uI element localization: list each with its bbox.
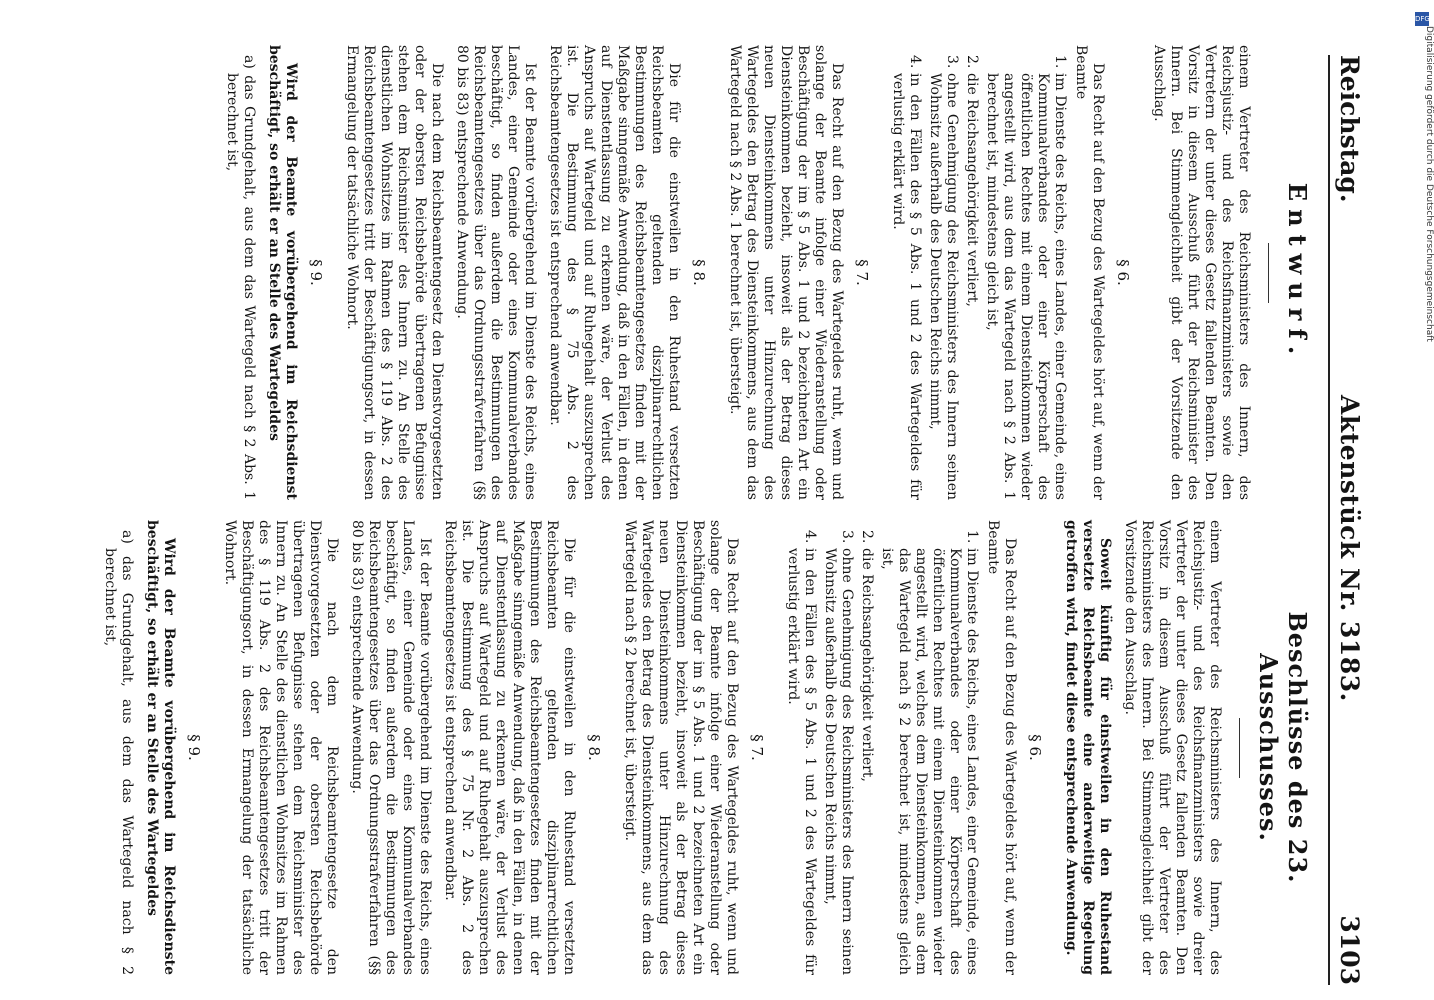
section-7-heading: § 7. bbox=[853, 259, 871, 286]
preamble: einem Vertreter des Reichsministers des Innern, des Reichsjustiz- und des Reichsfinanzministers sowie den Vertretern der unter dieses Gesetz fallenden Beamten. Den Vorsitz in diesem Ausschuß führt der Reichsminister des Innern. Bei Stimmengleichheit gibt der Vorsitzende den Ausschlag. bbox=[1151, 45, 1252, 500]
section-8-paragraph-3: Die nach dem Reichsbeamtengesetze den Dienstvorgesetzten oder der obersten Reichsbehörde übertragenen Befugnisse stehen dem Reichsminister des Innern zu. An Stelle des dienstlichen Wohnsitzes im Rahmen des § 119 Abs. 2 des Reichsbeamtengesetzes tritt der Beschäftigungsort, in dessen Ermangelung der tatsächliche Wohnort. bbox=[222, 520, 340, 975]
section-8-paragraph-1: Die für die einstweilen in den Ruhestand versetzten Reichsbeamten geltenden disziplinarrechtlichen Bestimmungen des Reichsbeamtengesetzes finden mit der Maßgabe sinngemäße Anwendung, daß in den Fällen, in denen auf Dienstentlassung zu erkennen wäre, der Verlust des Anspruchs auf Wartegeld und auf Ruhegehalt auszusprechen ist. Die Bestimmung des § 75 Abs. 2 des Reichsbeamtengesetzes ist entsprechend anwendbar. bbox=[547, 45, 682, 500]
column-title: Entwurf. bbox=[1283, 182, 1312, 363]
preamble: einem Vertreter des Reichsministers des Innern, des Reichsjustiz- und des Reichsfinanzministers sowie dreier Vertreter der unter dieses Gesetz fallenden Beamten. Den Vorsitz in diesem Ausschuß führt der Vertreter des Reichsministers des Innern. Bei Stimmengleichheit gibt der Vorsitzende den Ausschlag. bbox=[1122, 520, 1223, 975]
item-number: 3. bbox=[944, 55, 960, 69]
item-text: ohne Genehmigung des Reichsministers des Innern seinen Wohnsitz außerhalb des Deutschen Reichs nimmt, bbox=[822, 548, 855, 975]
section-6-heading: § 6. bbox=[1026, 734, 1044, 761]
item-number: 2. bbox=[964, 55, 980, 69]
list-item bbox=[926, 55, 960, 500]
item-text: im Dienste des Reichs, eines Landes, einer Gemeinde, eines Kommunalverbandes oder einer Körperschaft des öffentlichen Rechtes mit einem Diensteinkommen wieder angestellt wird, aus dem das Wartegeld nach § 2 Abs. 1 berechnet ist, mindestens gleich ist, bbox=[984, 73, 1068, 500]
section-9-heading: § 9. bbox=[185, 734, 203, 761]
section-6-heading: § 6. bbox=[1114, 259, 1132, 286]
section-8-heading: § 8. bbox=[690, 259, 708, 286]
page-header bbox=[1328, 55, 1370, 985]
section-9-item: a) das Grundgehalt, aus dem das Wartegeld nach § 2 Abs. 1 berechnet ist, bbox=[224, 55, 257, 500]
item-number: 1. bbox=[964, 530, 980, 544]
section-9-text: Wird der Beamte vorübergehend im Reichsdienste beschäftigt, so erhält er an Stelle des Wartegeldes bbox=[144, 520, 177, 975]
section-8-paragraph-3: Die nach dem Reichsbeamtengesetz den Dienstvorgesetzten oder der obersten Reichsbehörde übertragenen Befugnisse stehen dem Reichsminister des Innern zu. An Stelle des dienstlichen Wohnsitzes im Rahmen des § 119 Abs. 2 des Reichsbeamtengesetzes tritt der Beschäftigungsort, in dessen Ermangelung der tatsächliche Wohnort. bbox=[344, 45, 445, 500]
scanned-page bbox=[2, 0, 1382, 1000]
item-text: die Reichsangehörigkeit verliert, bbox=[859, 548, 875, 782]
list-item bbox=[983, 55, 1068, 500]
page-number: 3103 bbox=[1335, 915, 1364, 985]
item-number: 4. bbox=[802, 530, 818, 544]
item-number: 3. bbox=[839, 530, 855, 544]
list-item bbox=[858, 530, 875, 975]
section-7-heading: § 7. bbox=[748, 734, 766, 761]
header-left: Reichstag. bbox=[1335, 55, 1364, 203]
dfg-logo: DFG bbox=[1415, 12, 1429, 26]
section-8-paragraph-1: Die für die einstweilen in den Ruhestand versetzten Reichsbeamten geltenden disziplinarrechtlichen Bestimmungen des Reichsbeamtengesetzes finden mit der Maßgabe sinngemäße Anwendung, daß in den Fällen, in denen auf Dienstentlassung zu erkennen wäre, der Verlust des Anspruchs auf Wartegeld und auf Ruhegehalt auszusprechen ist. Die Bestimmung des § 75 Nr. 2 Abs. 2 des Reichsbeamtengesetzes ist entsprechend anwendbar. bbox=[442, 520, 577, 975]
section-9-heading: § 9. bbox=[307, 259, 325, 286]
section-6-intro: Das Recht auf den Bezug des Wartegeldes hört auf, wenn der Beamte bbox=[985, 520, 1018, 975]
item-text: im Dienste des Reichs, eines Landes, einer Gemeinde, eines Kommunalverbandes oder einer Körperschaft des öffentlichen Rechtes mit einem Diensteinkommen wieder angestellt wird, welches dem Diensteinkommen, aus dem das Wartegeld nach § 2 berechnet ist, mindestens gleich ist, bbox=[879, 548, 980, 975]
digitization-note: Digitalisierung gefördert durch die Deutsche Forschungsgemeinschaft bbox=[1424, 26, 1434, 342]
item-text: die Reichsangehörigkeit verliert, bbox=[964, 73, 980, 307]
list-item bbox=[784, 530, 818, 975]
item-number: 4. bbox=[907, 55, 923, 69]
list-item bbox=[889, 55, 923, 500]
item-text: ohne Genehmigung des Reichsministers des Innern seinen Wohnsitz außerhalb des Deutschen Reichs nimmt, bbox=[927, 73, 960, 500]
section-8-heading: § 8. bbox=[585, 734, 603, 761]
list-item bbox=[878, 530, 980, 975]
list-item bbox=[821, 530, 855, 975]
column-entwurf bbox=[220, 45, 1312, 500]
section-9-text: Wird der Beamte vorübergehend im Reichsdienst beschäftigt, so erhält er an Stelle des Wartegeldes bbox=[266, 45, 299, 500]
item-text: in den Fällen des § 5 Abs. 1 und 2 des Wartegeldes für verlustig erklärt wird. bbox=[890, 73, 923, 500]
title-rule bbox=[1268, 243, 1269, 303]
item-number: 1. bbox=[1052, 55, 1068, 69]
section-7-text: Das Recht auf den Bezug des Wartegeldes ruht, wenn und solange der Beamte infolge einer Wiederanstellung oder Beschäftigung der im § 5 Abs. 1 und 2 bezeichneten Art ein Diensteinkommen bezieht, insoweit als der Betrag dieses neuen Diensteinkommens unter Hinzurechnung des Wartegeldes den Betrag des Diensteinkommens, aus dem das Wartegeld nach § 2 berechnet ist, übersteigt. bbox=[622, 520, 740, 975]
header-title: Aktenstück Nr. 3183. bbox=[1335, 395, 1364, 702]
preamble-amendment: Soweit künftig für einstweilen in den Ruhestand versetzte Reichsbeamte eine anderweitige Regelung getroffen wird, findet diese entsprechende Anwendung. bbox=[1063, 520, 1113, 975]
column-title: Beschlüsse des 23. Ausschusses. bbox=[1254, 611, 1312, 884]
section-9-item: a) das Grundgehalt, aus dem das Wartegeld nach § 2 berechnet ist, bbox=[102, 530, 135, 975]
section-6-intro: Das Recht auf den Bezug des Wartegeldes hört auf, wenn der Beamte bbox=[1073, 45, 1106, 500]
item-text: in den Fällen des § 5 Abs. 1 und 2 des Wartegeldes für verlustig erklärt wird. bbox=[785, 548, 818, 975]
section-8-paragraph-2: Ist der Beamte vorübergehend im Dienste des Reichs, eines Landes, einer Gemeinde oder eines Kommunalverbandes beschäftigt, so finden außerdem die Bestimmungen des Reichsbeamtengesetzes über das Ordnungsstrafverfahren (§§ 80 bis 83) entsprechende Anwendung. bbox=[349, 520, 433, 975]
section-8-paragraph-2: Ist der Beamte vorübergehend im Dienste des Reichs, eines Landes, einer Gemeinde oder eines Kommunalverbandes beschäftigt, so finden außerdem die Bestimmungen des Reichsbeamtengesetzes über das Ordnungsstrafverfahren (§§ 80 bis 83) entsprechende Anwendung. bbox=[454, 45, 538, 500]
item-number: 2. bbox=[859, 530, 875, 544]
list-item bbox=[963, 55, 980, 500]
title-rule bbox=[1239, 718, 1240, 778]
section-7-text: Das Recht auf den Bezug des Wartegeldes ruht, wenn und solange der Beamte infolge einer Wiederanstellung oder Beschäftigung der im § 5 Abs. 1 und 2 bezeichneten Art ein Diensteinkommen bezieht, insoweit als der Betrag dieses neuen Diensteinkommens unter Hinzurechnung des Wartegeldes den Betrag des Diensteinkommens, aus dem das Wartegeld nach § 2 Abs. 1 berechnet ist, übersteigt. bbox=[727, 45, 845, 500]
column-beschluesse bbox=[98, 520, 1312, 975]
